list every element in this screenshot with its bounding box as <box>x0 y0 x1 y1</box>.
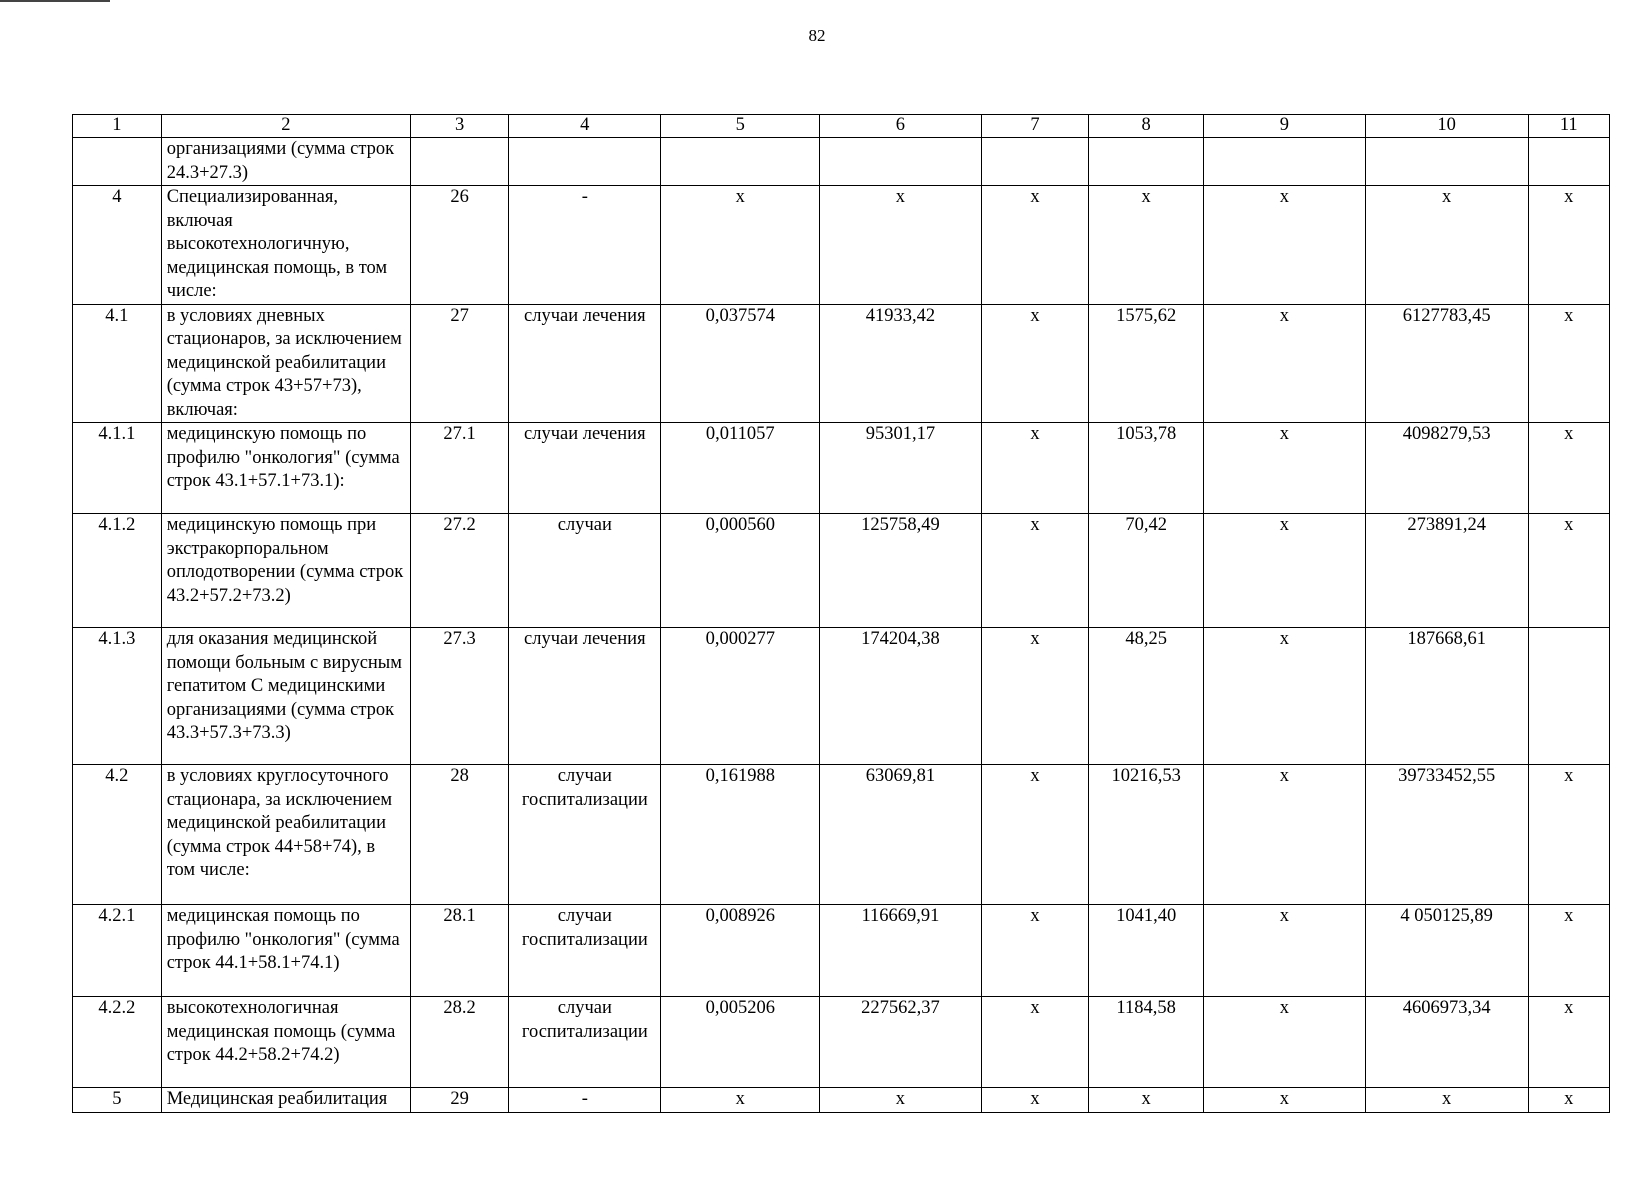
row-col11-cell: х <box>1528 304 1609 423</box>
row-norm-cell <box>661 138 820 186</box>
row-cost-cell: 63069,81 <box>820 765 982 905</box>
row-norm-cell: 0,005206 <box>661 997 820 1088</box>
row-unit-cell: случаи лечения <box>509 628 661 765</box>
row-col11-cell: х <box>1528 186 1609 305</box>
table-row <box>73 423 1610 514</box>
row-col11-cell: х <box>1528 997 1609 1088</box>
row-col11-cell <box>1528 138 1609 186</box>
row-name-cell: Медицинская реабилитация <box>161 1088 410 1113</box>
row-col9-cell: х <box>1204 997 1366 1088</box>
row-cost-cell: 227562,37 <box>820 997 982 1088</box>
row-col7-cell: х <box>981 186 1088 305</box>
row-cost-cell <box>820 138 982 186</box>
scan-edge-line <box>0 0 110 2</box>
row-col7-cell: х <box>981 765 1088 905</box>
row-col10-cell: 4 050125,89 <box>1365 905 1528 997</box>
row-norm-cell: 0,000277 <box>661 628 820 765</box>
table-row <box>73 628 1610 765</box>
row-name-cell: медицинская помощь по профилю "онкология" (сумма строк 44.1+58.1+74.1) <box>161 905 410 997</box>
row-name-cell: в условиях дневных стационаров, за исключением медицинской реабилитации (сумма строк 43+57+73), включая: <box>161 304 410 423</box>
row-col8-cell <box>1089 138 1204 186</box>
row-col10-cell: 6127783,45 <box>1365 304 1528 423</box>
row-name-cell: медицинскую помощь по профилю "онкология" (сумма строк 43.1+57.1+73.1): <box>161 423 410 514</box>
row-code-cell: 28 <box>411 765 509 905</box>
row-code-cell: 27 <box>411 304 509 423</box>
row-col9-cell: х <box>1204 186 1366 305</box>
row-code-cell <box>411 138 509 186</box>
row-number-cell: 4.1 <box>73 304 162 423</box>
row-col10-cell: 4098279,53 <box>1365 423 1528 514</box>
row-cost-cell: 41933,42 <box>820 304 982 423</box>
row-unit-cell: - <box>509 1088 661 1113</box>
table-row <box>73 905 1610 997</box>
row-col9-cell: х <box>1204 1088 1366 1113</box>
col-header: 2 <box>161 115 410 138</box>
row-unit-cell <box>509 138 661 186</box>
row-col8-cell: 1184,58 <box>1089 997 1204 1088</box>
row-col7-cell: х <box>981 628 1088 765</box>
col-header: 6 <box>820 115 982 138</box>
col-header: 9 <box>1204 115 1366 138</box>
data-table <box>72 114 1610 1113</box>
row-norm-cell: х <box>661 186 820 305</box>
row-col8-cell: 48,25 <box>1089 628 1204 765</box>
row-col8-cell: х <box>1089 186 1204 305</box>
col-header: 11 <box>1528 115 1609 138</box>
row-col11-cell: х <box>1528 765 1609 905</box>
row-col11-cell: х <box>1528 514 1609 628</box>
row-unit-cell: случаи госпитализации <box>509 765 661 905</box>
row-cost-cell: 95301,17 <box>820 423 982 514</box>
page-number: 82 <box>808 26 826 45</box>
row-col8-cell: 1053,78 <box>1089 423 1204 514</box>
row-code-cell: 28.1 <box>411 905 509 997</box>
row-col7-cell <box>981 138 1088 186</box>
row-col11-cell: х <box>1528 423 1609 514</box>
row-code-cell: 27.2 <box>411 514 509 628</box>
row-col9-cell: х <box>1204 628 1366 765</box>
row-norm-cell: х <box>661 1088 820 1113</box>
row-norm-cell: 0,011057 <box>661 423 820 514</box>
row-cost-cell: 116669,91 <box>820 905 982 997</box>
row-name-cell: медицинскую помощь при экстракорпоральном оплодотворении (сумма строк 43.2+57.2+73.2) <box>161 514 410 628</box>
col-header: 4 <box>509 115 661 138</box>
row-unit-cell: случаи госпитализации <box>509 997 661 1088</box>
row-col7-cell: х <box>981 905 1088 997</box>
col-header: 8 <box>1089 115 1204 138</box>
row-code-cell: 29 <box>411 1088 509 1113</box>
row-col7-cell: х <box>981 514 1088 628</box>
row-number-cell: 4.1.3 <box>73 628 162 765</box>
row-name-cell: для оказания медицинской помощи больным с вирусным гепатитом С медицинскими организациями (сумма строк 43.3+57.3+73.3) <box>161 628 410 765</box>
row-col7-cell: х <box>981 304 1088 423</box>
row-col10-cell: 4606973,34 <box>1365 997 1528 1088</box>
row-norm-cell: 0,008926 <box>661 905 820 997</box>
row-col7-cell: х <box>981 423 1088 514</box>
row-number-cell <box>73 138 162 186</box>
col-header: 7 <box>981 115 1088 138</box>
row-col9-cell <box>1204 138 1366 186</box>
row-col7-cell: х <box>981 1088 1088 1113</box>
row-cost-cell: х <box>820 186 982 305</box>
row-col10-cell: х <box>1365 186 1528 305</box>
column-number-row <box>73 115 1610 138</box>
row-col8-cell: х <box>1089 1088 1204 1113</box>
row-col10-cell <box>1365 138 1528 186</box>
row-name-cell: высокотехнологичная медицинская помощь (сумма строк 44.2+58.2+74.2) <box>161 997 410 1088</box>
row-unit-cell: случаи <box>509 514 661 628</box>
row-code-cell: 28.2 <box>411 997 509 1088</box>
row-code-cell: 27.1 <box>411 423 509 514</box>
row-norm-cell: 0,037574 <box>661 304 820 423</box>
row-unit-cell: случаи лечения <box>509 304 661 423</box>
row-number-cell: 4.1.2 <box>73 514 162 628</box>
row-col9-cell: х <box>1204 905 1366 997</box>
row-col8-cell: 1041,40 <box>1089 905 1204 997</box>
row-cost-cell: х <box>820 1088 982 1113</box>
table-row <box>73 997 1610 1088</box>
row-unit-cell: - <box>509 186 661 305</box>
row-number-cell: 4.2 <box>73 765 162 905</box>
row-number-cell: 4.2.1 <box>73 905 162 997</box>
table-row <box>73 138 1610 186</box>
row-col10-cell: х <box>1365 1088 1528 1113</box>
row-col9-cell: х <box>1204 423 1366 514</box>
row-code-cell: 27.3 <box>411 628 509 765</box>
row-col10-cell: 273891,24 <box>1365 514 1528 628</box>
row-unit-cell: случаи госпитализации <box>509 905 661 997</box>
row-col7-cell: х <box>981 997 1088 1088</box>
row-col11-cell <box>1528 628 1609 765</box>
row-code-cell: 26 <box>411 186 509 305</box>
table-row <box>73 186 1610 305</box>
col-header: 5 <box>661 115 820 138</box>
table-row <box>73 1088 1610 1113</box>
col-header: 10 <box>1365 115 1528 138</box>
col-header: 3 <box>411 115 509 138</box>
row-cost-cell: 125758,49 <box>820 514 982 628</box>
row-number-cell: 5 <box>73 1088 162 1113</box>
row-col10-cell: 187668,61 <box>1365 628 1528 765</box>
table-row <box>73 765 1610 905</box>
row-col9-cell: х <box>1204 765 1366 905</box>
row-norm-cell: 0,161988 <box>661 765 820 905</box>
row-col11-cell: х <box>1528 905 1609 997</box>
row-number-cell: 4.2.2 <box>73 997 162 1088</box>
col-header: 1 <box>73 115 162 138</box>
row-name-cell: Специализированная, включая высокотехнологичную, медицинская помощь, в том числе: <box>161 186 410 305</box>
row-col8-cell: 10216,53 <box>1089 765 1204 905</box>
row-col10-cell: 39733452,55 <box>1365 765 1528 905</box>
row-col8-cell: 1575,62 <box>1089 304 1204 423</box>
row-norm-cell: 0,000560 <box>661 514 820 628</box>
table-row <box>73 304 1610 423</box>
row-unit-cell: случаи лечения <box>509 423 661 514</box>
row-number-cell: 4 <box>73 186 162 305</box>
row-name-cell: организациями (сумма строк 24.3+27.3) <box>161 138 410 186</box>
row-col9-cell: х <box>1204 514 1366 628</box>
row-col9-cell: х <box>1204 304 1366 423</box>
row-number-cell: 4.1.1 <box>73 423 162 514</box>
table-row <box>73 514 1610 628</box>
row-col11-cell: х <box>1528 1088 1609 1113</box>
row-cost-cell: 174204,38 <box>820 628 982 765</box>
row-col8-cell: 70,42 <box>1089 514 1204 628</box>
row-name-cell: в условиях круглосуточного стационара, за исключением медицинской реабилитации (сумма строк 44+58+74), в том числе: <box>161 765 410 905</box>
